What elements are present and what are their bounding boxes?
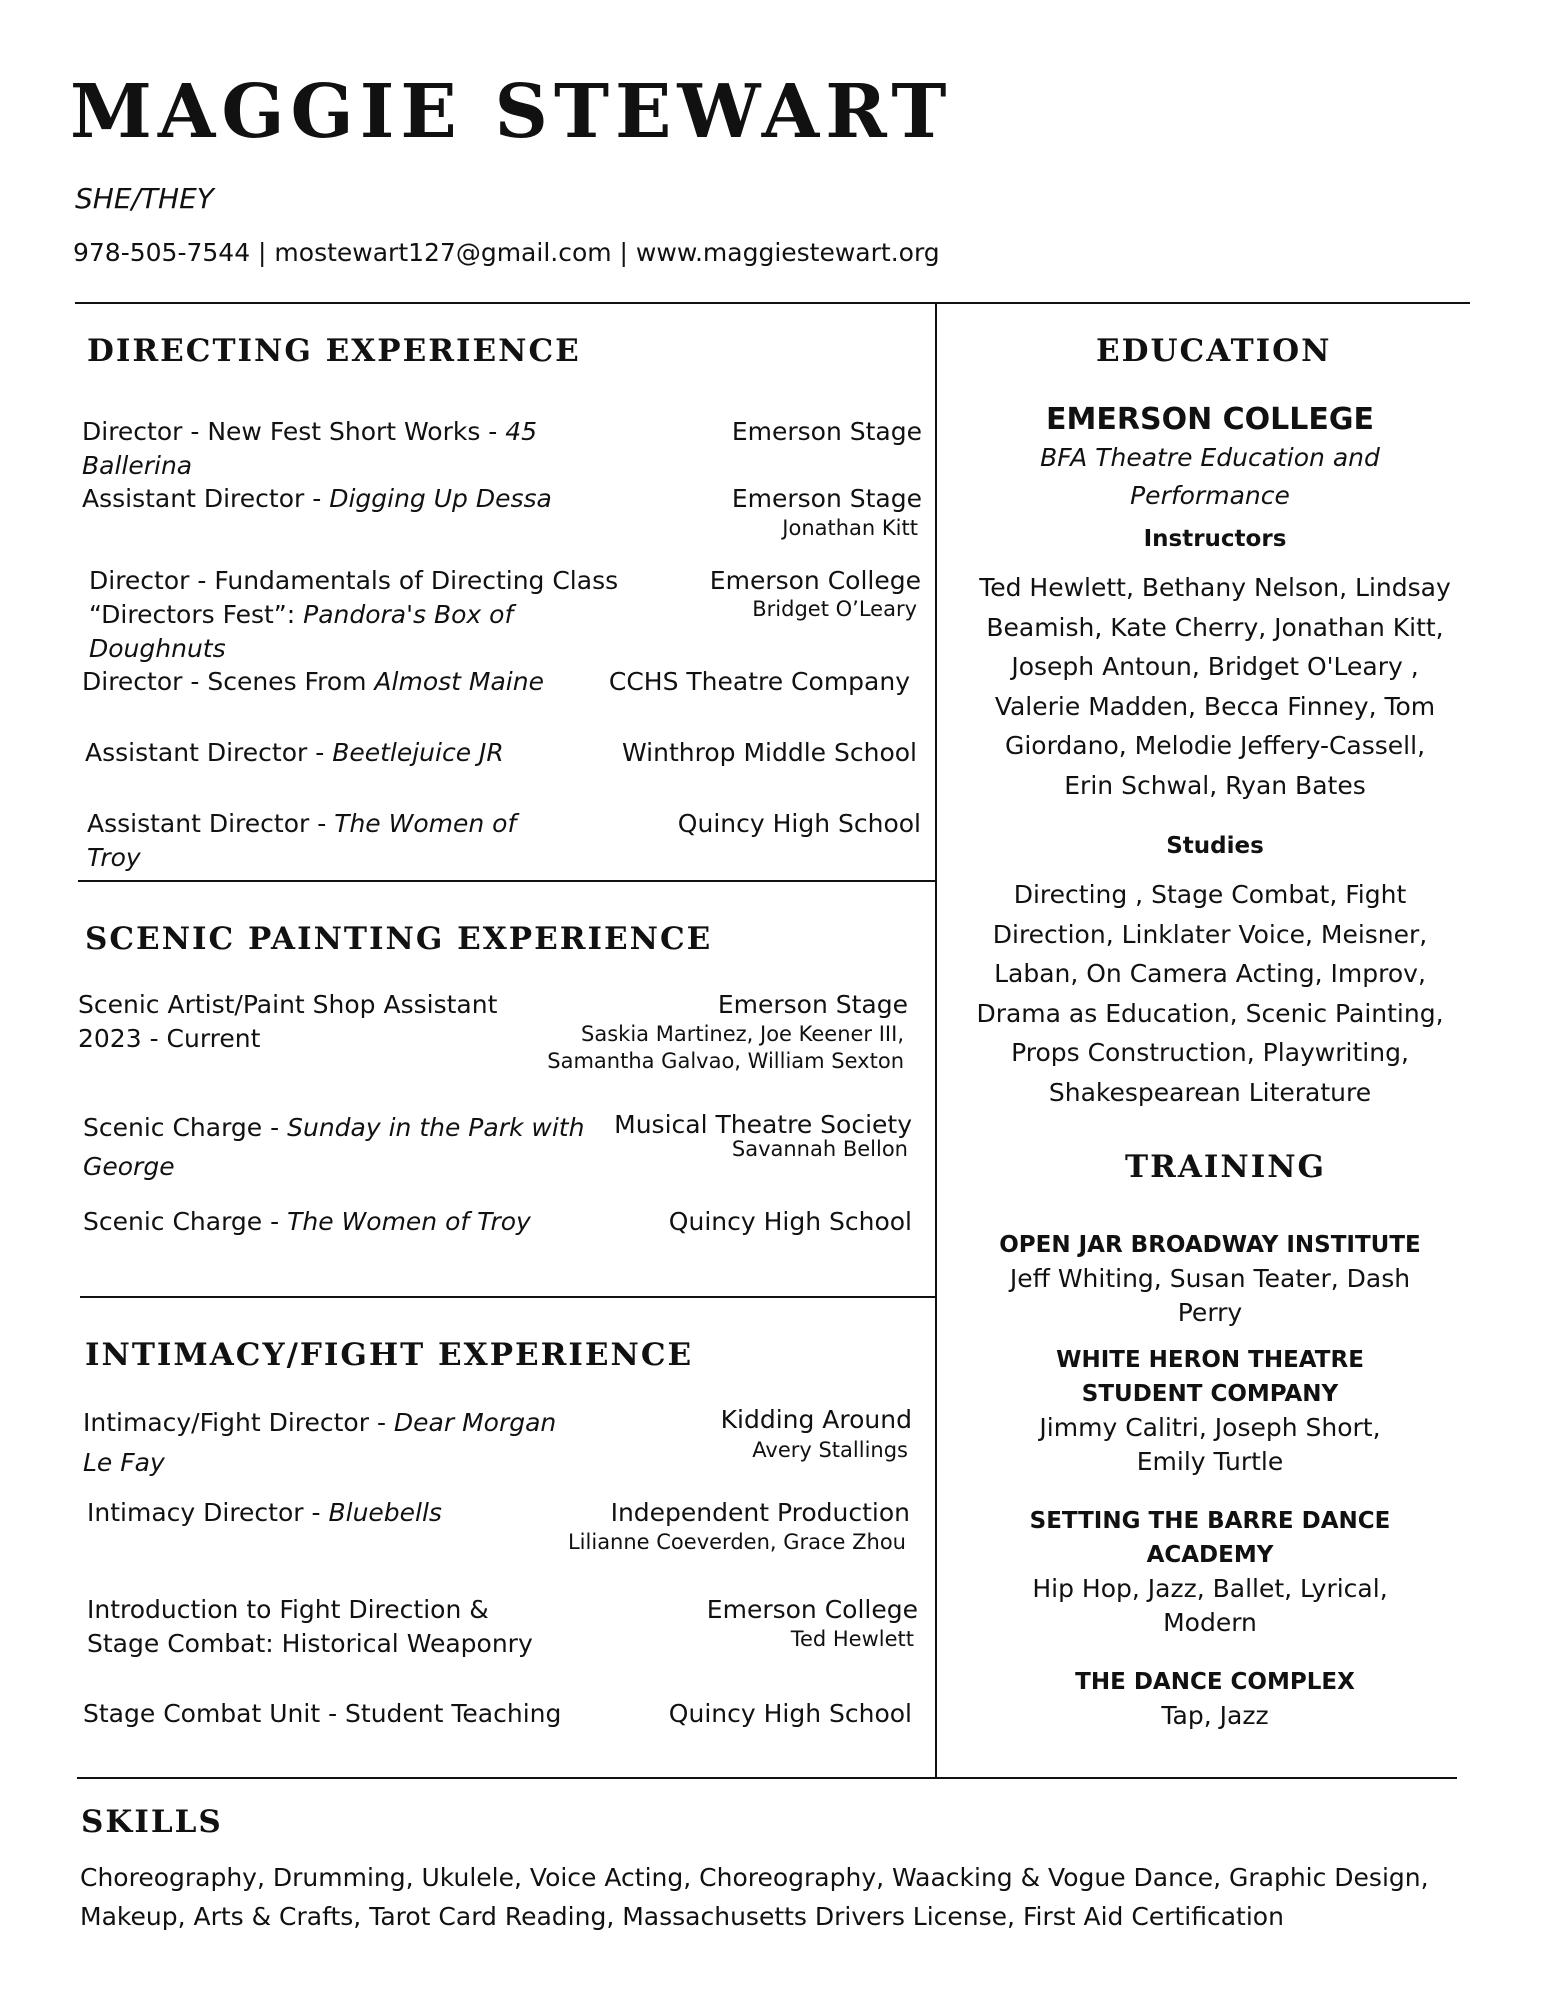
training-title: TRAINING xyxy=(1125,1149,1327,1185)
entry-org: Quincy High School xyxy=(668,1699,912,1728)
entry-role: Director - Fundamentals of Directing Class “Directors Fest”: Pandora's Box of Doughnuts xyxy=(89,566,619,663)
entry-supervisor: Jonathan Kitt xyxy=(782,516,918,540)
entry-org: Emerson Stage xyxy=(731,484,922,513)
show-title: Dear Morgan xyxy=(393,1408,557,1437)
show-title: Almost Maine xyxy=(374,667,544,696)
skills-list: Choreography, Drumming, Ukulele, Voice Acting, Choreography, Waacking & Vogue Dance, Graphic Design, Makeup, Arts & Crafts, Tarot Card Reading, Massachusetts Drivers License, First Aid Certification xyxy=(80,1863,1429,1931)
entry-supervisor: Saskia Martinez, Joe Keener III, Samantha Galvao, William Sexton xyxy=(547,1022,904,1073)
training-name: THE DANCE COMPLEX xyxy=(1075,1669,1355,1695)
education-school: EMERSON COLLEGE xyxy=(1046,402,1374,437)
show-title: The Women of Troy xyxy=(87,809,517,872)
training-item xyxy=(960,1665,1470,1733)
directing-title: DIRECTING EXPERIENCE xyxy=(87,333,581,369)
entry-role: Stage Combat Unit - Student Teaching xyxy=(83,1699,562,1728)
entry-org: Quincy High School xyxy=(677,809,921,838)
entry-role: Intimacy/Fight Director - Dear Morgan Le Fay xyxy=(83,1408,557,1477)
instructors-list: Ted Hewlett, Bethany Nelson, Lindsay Beamish, Kate Cherry, Jonathan Kitt, Joseph Antoun, Bridget O'Leary , Valerie Madden, Becca Finney, Tom Giordano, Melodie Jeffery-Cassell, Erin Schwal, Ryan Bates xyxy=(979,573,1451,800)
education-degree: BFA Theatre Education and Performance xyxy=(1040,443,1380,510)
entry-role: Assistant Director - The Women of Troy xyxy=(87,809,517,872)
training-detail: Hip Hop, Jazz, Ballet, Lyrical, Modern xyxy=(1032,1574,1388,1637)
show-title: Digging Up Dessa xyxy=(329,484,552,513)
training-item xyxy=(955,1228,1465,1330)
scenic-title: SCENIC PAINTING EXPERIENCE xyxy=(85,921,713,957)
entry-role: Intimacy Director - Bluebells xyxy=(87,1498,442,1527)
pronouns: SHE/THEY xyxy=(75,182,214,215)
directing-divider xyxy=(78,880,936,882)
entry-org: Emerson Stage xyxy=(717,990,908,1019)
contact-info: 978-505-7544 | mostewart127@gmail.com | www.maggiestewart.org xyxy=(73,238,940,267)
entry-org: Winthrop Middle School xyxy=(622,738,917,767)
studies-label: Studies xyxy=(1166,833,1264,859)
entry-role: Introduction to Fight Direction & Stage Combat: Historical Weaponry xyxy=(87,1595,533,1658)
entry-supervisor: Savannah Bellon xyxy=(731,1137,908,1161)
training-name: SETTING THE BARRE DANCE ACADEMY xyxy=(1029,1508,1391,1568)
entry-supervisor: Avery Stallings xyxy=(752,1438,908,1462)
intimacy-title: INTIMACY/FIGHT EXPERIENCE xyxy=(85,1337,694,1373)
show-title: 45 Ballerina xyxy=(82,417,538,480)
skills-divider xyxy=(77,1777,1457,1779)
entry-role: Director - New Fest Short Works - 45 Ballerina xyxy=(82,417,538,480)
training-detail: Tap, Jazz xyxy=(1161,1701,1269,1730)
entry-org: Kidding Around xyxy=(720,1405,912,1434)
education-title: EDUCATION xyxy=(1096,333,1332,369)
entry-role: Scenic Charge - The Women of Troy xyxy=(83,1207,531,1236)
training-item xyxy=(955,1343,1465,1479)
entry-org: Emerson College xyxy=(706,1595,918,1624)
entry-org: Emerson College xyxy=(709,566,921,595)
header-divider xyxy=(75,302,1470,304)
column-divider xyxy=(935,302,937,1778)
entry-role: Director - Scenes From Almost Maine xyxy=(82,667,544,696)
show-title: Le Fay xyxy=(83,1448,165,1477)
show-title: Beetlejuice JR xyxy=(332,738,504,767)
entry-org: Musical Theatre Society xyxy=(614,1110,912,1139)
show-title: Sunday in the Park with xyxy=(287,1113,585,1142)
entry-org: Emerson Stage xyxy=(731,417,922,446)
entry-role: Scenic Artist/Paint Shop Assistant 2023 - Current xyxy=(78,990,498,1053)
studies-list: Directing , Stage Combat, Fight Direction, Linklater Voice, Meisner, Laban, On Camera Acting, Improv, Drama as Education, Scenic Painting, Props Construction, Playwriting, Shakespearean Literature xyxy=(976,880,1444,1107)
show-title: The Women of Troy xyxy=(287,1207,531,1236)
entry-org: Independent Production xyxy=(610,1498,910,1527)
skills-title: SKILLS xyxy=(81,1804,223,1840)
instructors-label: Instructors xyxy=(1143,526,1287,552)
training-item xyxy=(955,1504,1465,1640)
scenic-divider xyxy=(80,1296,936,1298)
training-detail: Jeff Whiting, Susan Teater, Dash Perry xyxy=(1009,1264,1411,1327)
show-title: Bluebells xyxy=(328,1498,442,1527)
training-name: OPEN JAR BROADWAY INSTITUTE xyxy=(999,1232,1421,1258)
entry-supervisor: Ted Hewlett xyxy=(790,1627,914,1651)
entry-supervisor: Lilianne Coeverden, Grace Zhou xyxy=(567,1530,906,1554)
show-title: Pandora's Box of Doughnuts xyxy=(89,600,514,663)
training-name: WHITE HERON THEATRE STUDENT COMPANY xyxy=(1056,1347,1364,1407)
entry-role: Assistant Director - Digging Up Dessa xyxy=(82,484,552,513)
training-detail: Jimmy Calitri, Joseph Short, Emily Turtle xyxy=(1039,1413,1381,1476)
entry-org: Quincy High School xyxy=(668,1207,912,1236)
entry-role: Scenic Charge - Sunday in the Park with George xyxy=(83,1113,585,1181)
entry-org: CCHS Theatre Company xyxy=(608,667,910,696)
show-title: George xyxy=(83,1152,175,1181)
resume-name: MAGGIE STEWART xyxy=(70,69,953,155)
entry-supervisor: Bridget O’Leary xyxy=(752,597,917,621)
entry-role: Assistant Director - Beetlejuice JR xyxy=(85,738,504,767)
